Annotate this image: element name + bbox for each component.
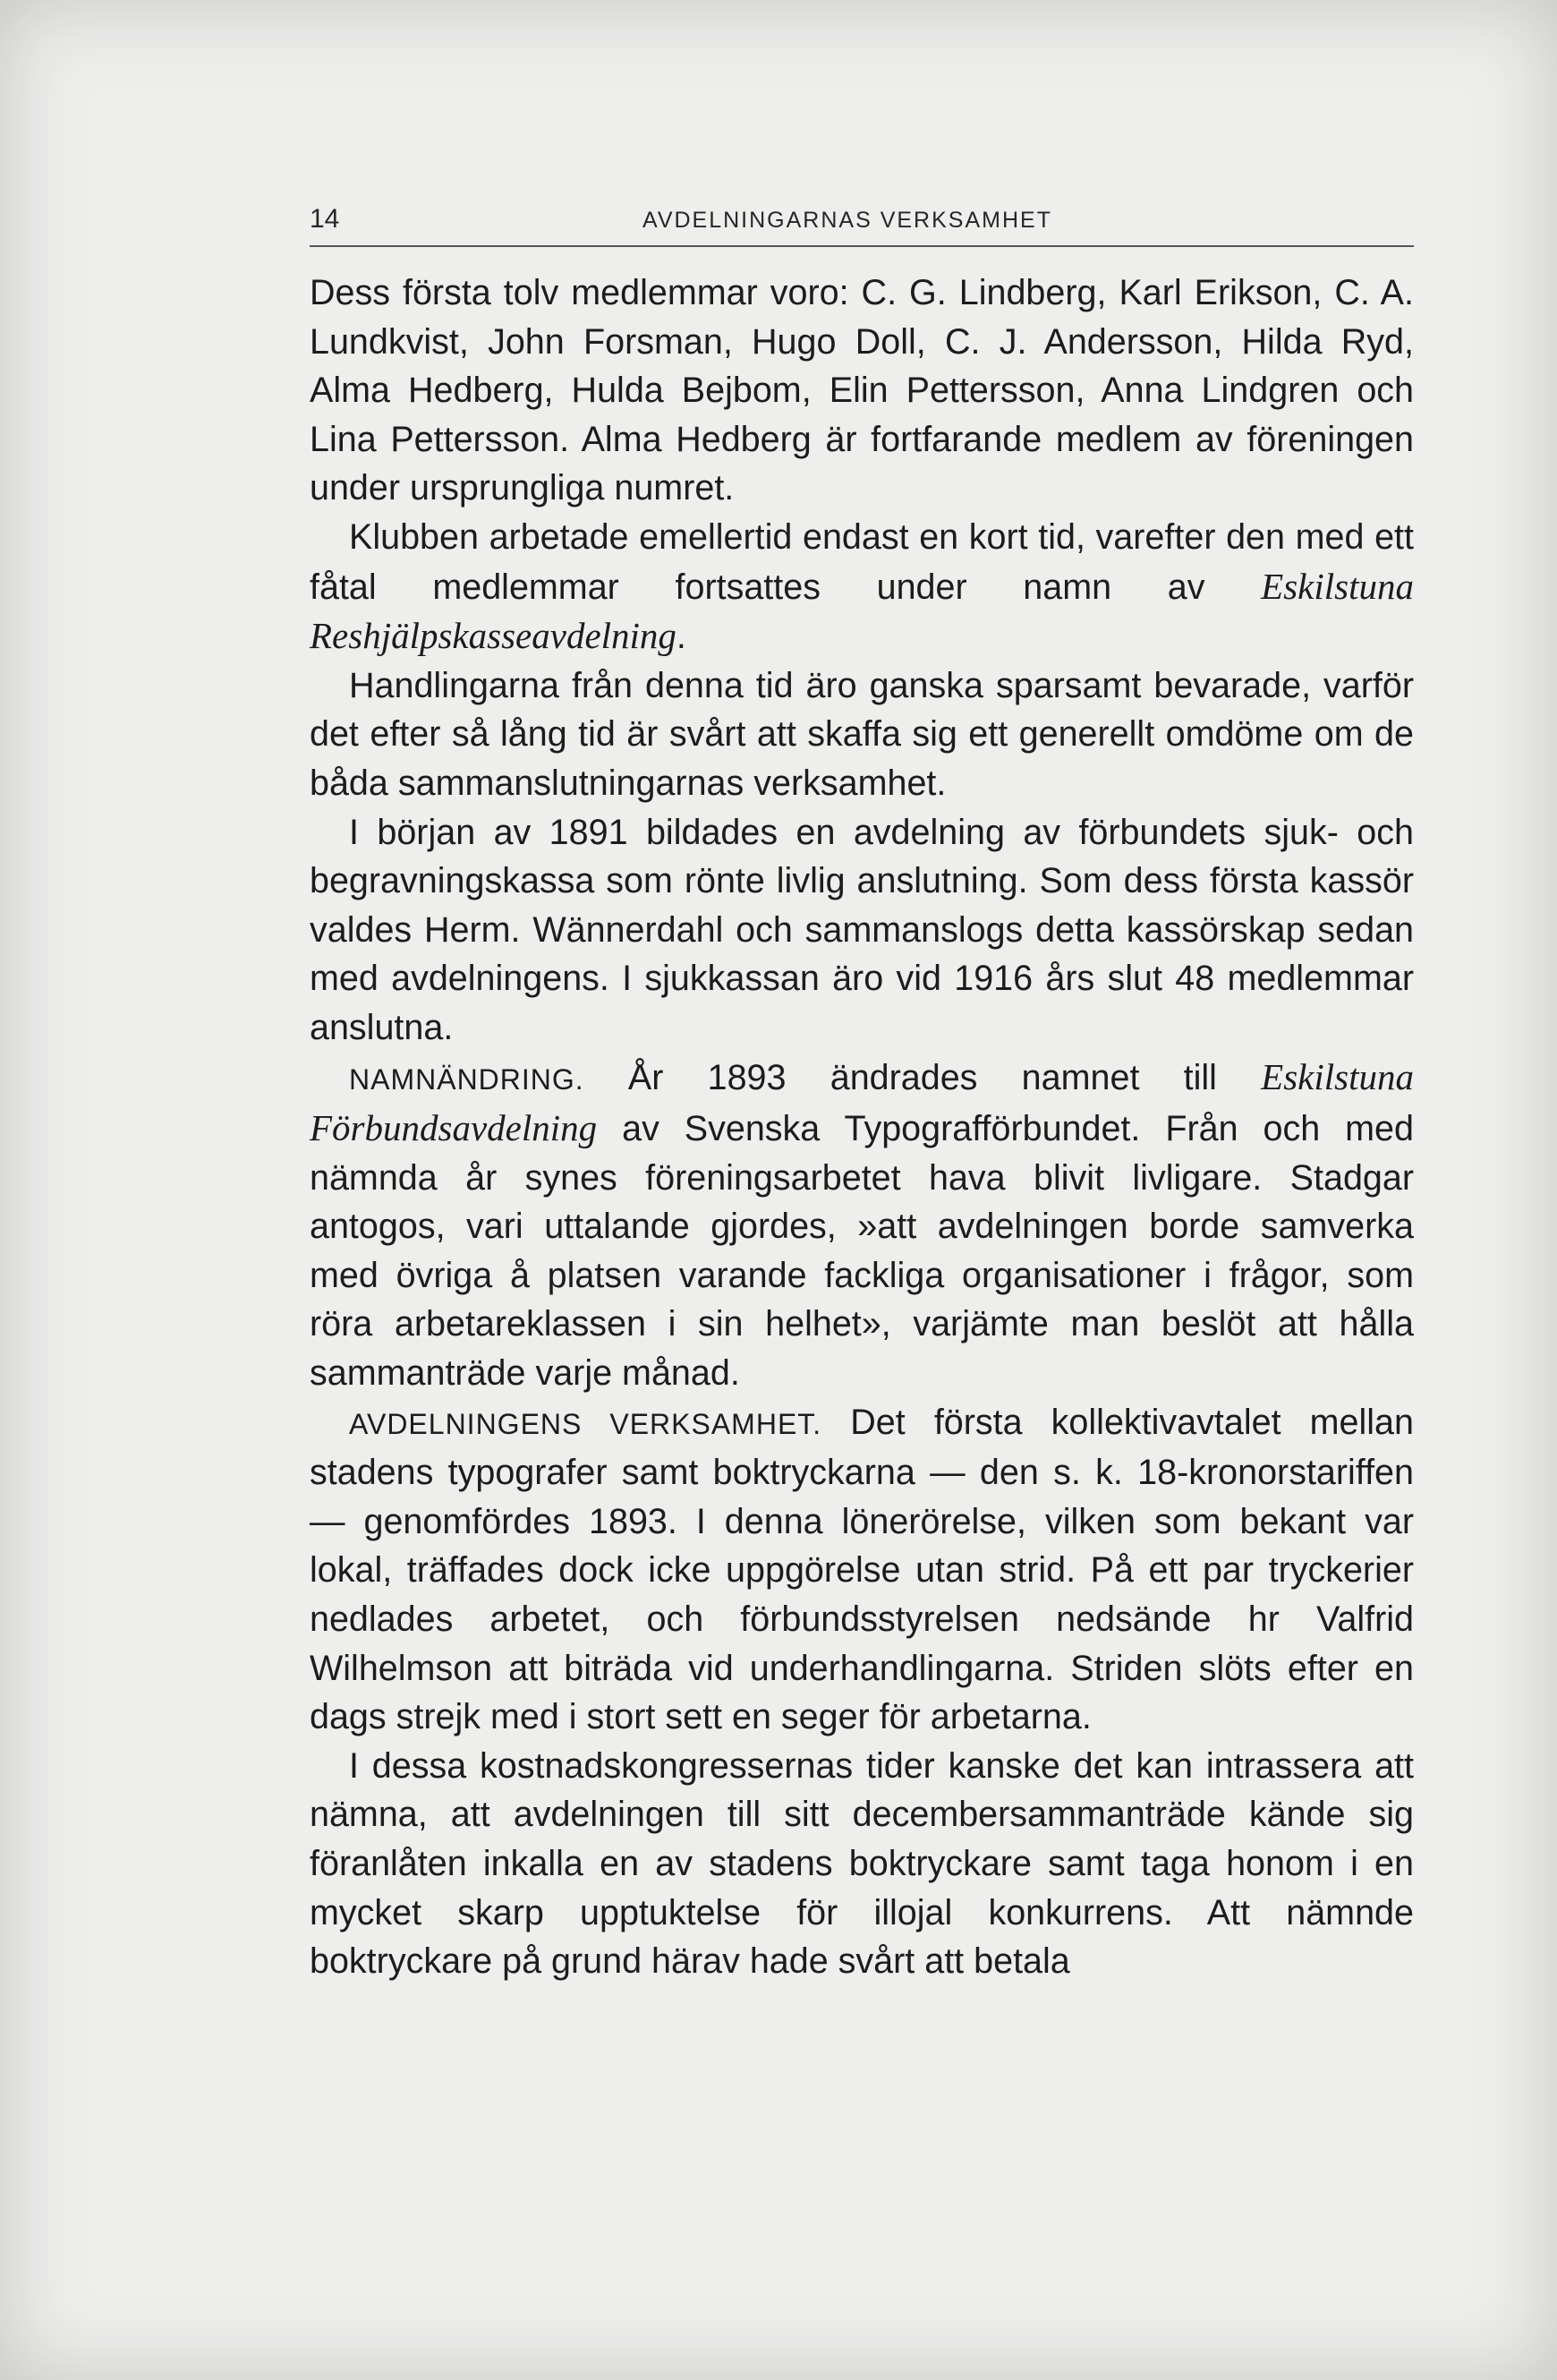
paragraph-text: År 1893 ändrades namnet till — [583, 1057, 1262, 1097]
paragraph-congress — [310, 1742, 1414, 1986]
paragraph-text: Klubben arbetade emellertid endast en kort tid, varefter den med ett fåtal medlemmar fortsattes under namn av — [310, 516, 1414, 607]
running-title: AVDELNINGARNAS VERKSAMHET — [642, 208, 1052, 233]
paragraph-text: . — [676, 617, 686, 657]
paragraph-club — [310, 513, 1414, 661]
paragraph-text: Dess första tolv medlemmar voro: C. G. Lindberg, Karl Erikson, C. A. Lundkvist, John Forsman, Hugo Doll, C. J. Andersson, Hilda Ryd, Alma Hedberg, Hulda Bejbom, Elin Pettersson, Anna Lindgren och Lina Pettersson. Alma Hedberg är fortfarande medlem av föreningen under ursprungliga numret. — [310, 273, 1414, 508]
paragraph-text: Det första kollektivavtalet mellan stadens typografer samt boktryckarna — den s. k. 18-kronorstariffen — genomfördes 1893. I denna lönerörelse, vilken som bekant var lokal, träffades dock icke uppgörelse utan strid. På ett par tryckerier nedlades arbetet, och förbundsstyrelsen nedsände hr Valfrid Wilhelmson att biträda vid underhandlingarna. Striden slöts efter en dags strejk med i stort sett en seger för arbetarna. — [310, 1402, 1414, 1737]
paragraph-members — [310, 269, 1414, 513]
italic-name: Eskilstuna Reshjälpskasseavdelning — [310, 565, 1414, 657]
section-heading: NAMNÄNDRING. — [349, 1062, 584, 1096]
paragraph-records — [310, 661, 1414, 808]
italic-name: Eskilstuna Förbundsavdelning — [310, 1055, 1414, 1149]
paragraph-text: I dessa kostnadskongressernas tider kanske det kan intrassera att nämna, att avdelningen till sitt decembersammanträde kände sig föranlåten inkalla en av stadens boktryckare samt taga honom i en mycket skarp upptuktelse för illojal konkurrens. Att nämnde boktryckare på grund härav hade svårt att betala — [310, 1745, 1414, 1982]
paragraph-text: av Svenska Typografförbundet. Från och med nämnda år synes föreningsarbetet hava blivit livligare. Stadgar antogos, vari uttalande gjordes, »att avdelningen borde samverka med övriga å platsen varande fackliga organisationer i frågor, som röra arbetareklassen i sin helhet», varjämte man beslöt att hålla sammanträde varje månad. — [310, 1109, 1414, 1394]
section-heading: AVDELNINGENS VERKSAMHET. — [349, 1407, 822, 1440]
body-text — [310, 269, 1414, 1986]
paragraph-text: I början av 1891 bildades en avdelning av förbundets sjuk- och begravningskassa som rönte livlig anslutning. Som dess första kassör valdes Herm. Wännerdahl och sammanslogs detta kassörskap sedan med avdelningens. I sjukkassan äro vid 1916 års slut 48 medlemmar anslutna. — [310, 812, 1414, 1047]
paragraph-activities — [310, 1398, 1414, 1742]
running-head — [310, 199, 1414, 247]
paragraph-text: Handlingarna från denna tid äro ganska sparsamt bevarade, varför det efter så lång tid är svårt att skaffa sig ett generellt omdöme om de båda sammanslutningarnas verksamhet. — [310, 665, 1414, 803]
paragraph-sick-fund — [310, 808, 1414, 1053]
page-number: 14 — [310, 204, 340, 234]
paragraph-name-change — [310, 1053, 1414, 1398]
